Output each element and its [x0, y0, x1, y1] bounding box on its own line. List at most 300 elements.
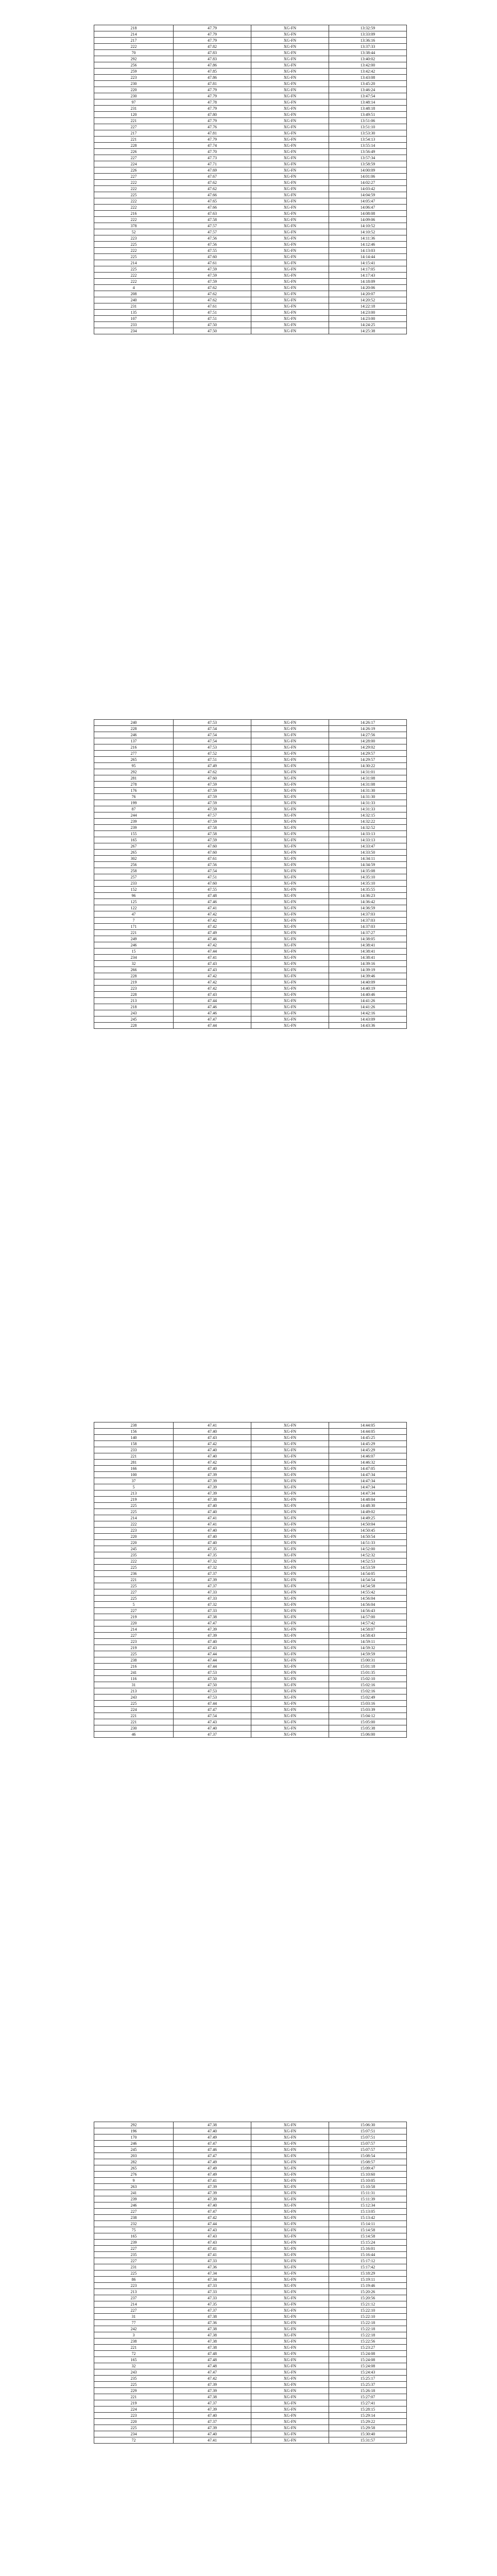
time-cell: 14:56:43 — [329, 1608, 407, 1614]
quantity-cell: 240 — [94, 720, 174, 726]
table-row — [94, 322, 407, 328]
time-cell: 14:12:46 — [329, 242, 407, 248]
price-cell: 47.42 — [174, 1460, 251, 1466]
price-cell: 47.79 — [174, 87, 251, 93]
quantity-cell: 208 — [94, 291, 174, 297]
time-cell: 14:28:00 — [329, 738, 407, 744]
quantity-cell: 97 — [94, 99, 174, 106]
quantity-cell: 227 — [94, 1608, 174, 1614]
time-cell: 14:59:11 — [329, 1639, 407, 1645]
time-cell: 14:59:32 — [329, 1645, 407, 1651]
price-cell: 47.40 — [174, 1509, 251, 1515]
time-cell: 14:35:10 — [329, 880, 407, 887]
quantity-cell: 227 — [94, 1633, 174, 1639]
time-cell: 14:17:05 — [329, 266, 407, 273]
price-cell: 47.55 — [174, 887, 251, 893]
quantity-cell: 246 — [94, 2141, 174, 2147]
time-cell: 14:27:56 — [329, 732, 407, 738]
quantity-cell: 266 — [94, 967, 174, 973]
venue-cell: XG-FN — [251, 1701, 329, 1707]
venue-cell: XG-FN — [251, 118, 329, 124]
quantity-cell: 227 — [94, 155, 174, 161]
price-cell: 47.57 — [174, 812, 251, 819]
quantity-cell: 31 — [94, 1682, 174, 1688]
table-row — [94, 2332, 407, 2338]
venue-cell: XG-FN — [251, 831, 329, 837]
venue-cell: XG-FN — [251, 1010, 329, 1016]
venue-cell: XG-FN — [251, 2382, 329, 2388]
table-row — [94, 2382, 407, 2388]
table-row — [94, 2437, 407, 2444]
price-cell: 47.44 — [174, 1023, 251, 1029]
venue-cell: XG-FN — [251, 1540, 329, 1546]
price-cell: 47.39 — [174, 2184, 251, 2190]
venue-cell: XG-FN — [251, 2437, 329, 2444]
price-cell: 47.79 — [174, 31, 251, 38]
venue-cell: XG-FN — [251, 2227, 329, 2233]
quantity-cell: 224 — [94, 2406, 174, 2413]
time-cell: 14:39:46 — [329, 973, 407, 979]
table-row — [94, 2270, 407, 2277]
venue-cell: XG-FN — [251, 942, 329, 948]
table-row — [94, 316, 407, 322]
venue-cell: XG-FN — [251, 2376, 329, 2382]
time-cell: 15:29:22 — [329, 2419, 407, 2425]
table-row — [94, 1626, 407, 1633]
price-cell: 47.35 — [174, 2301, 251, 2308]
price-cell: 47.35 — [174, 1546, 251, 1552]
quantity-cell: 228 — [94, 973, 174, 979]
time-cell: 13:54:13 — [329, 137, 407, 143]
table-row — [94, 2147, 407, 2153]
price-cell: 47.54 — [174, 738, 251, 744]
quantity-cell: 214 — [94, 1626, 174, 1633]
price-cell: 47.40 — [174, 1466, 251, 1472]
quantity-cell: 214 — [94, 31, 174, 38]
table-row — [94, 1453, 407, 1460]
price-cell: 47.37 — [174, 2308, 251, 2314]
table-row — [94, 769, 407, 775]
price-cell: 47.63 — [174, 211, 251, 217]
venue-cell: XG-FN — [251, 918, 329, 924]
price-cell: 47.62 — [174, 180, 251, 186]
table-row — [94, 211, 407, 217]
quantity-cell: 218 — [94, 25, 174, 31]
table-row — [94, 1577, 407, 1583]
time-cell: 15:30:40 — [329, 2431, 407, 2437]
quantity-cell: 140 — [94, 1435, 174, 1441]
time-cell: 14:31:33 — [329, 800, 407, 806]
price-cell: 47.53 — [174, 1670, 251, 1676]
price-cell: 47.42 — [174, 942, 251, 948]
venue-cell: XG-FN — [251, 806, 329, 812]
table-row — [94, 899, 407, 905]
time-cell: 14:56:04 — [329, 1602, 407, 1608]
quantity-cell: 378 — [94, 223, 174, 229]
price-cell: 47.80 — [174, 112, 251, 118]
price-cell: 47.42 — [174, 924, 251, 930]
venue-cell: XG-FN — [251, 198, 329, 205]
table-row — [94, 2134, 407, 2141]
venue-cell: XG-FN — [251, 1466, 329, 1472]
quantity-cell: 219 — [94, 2400, 174, 2406]
price-cell: 47.85 — [174, 69, 251, 75]
table-row — [94, 1713, 407, 1719]
table-row — [94, 1010, 407, 1016]
quantity-cell: 96 — [94, 893, 174, 899]
quantity-cell: 72 — [94, 2437, 174, 2444]
venue-cell: XG-FN — [251, 856, 329, 862]
venue-cell: XG-FN — [251, 2277, 329, 2283]
venue-cell: XG-FN — [251, 1546, 329, 1552]
venue-cell: XG-FN — [251, 1676, 329, 1682]
quantity-cell: 225 — [94, 1503, 174, 1509]
quantity-cell: 221 — [94, 118, 174, 124]
venue-cell: XG-FN — [251, 893, 329, 899]
venue-cell: XG-FN — [251, 1713, 329, 1719]
time-cell: 14:24:25 — [329, 322, 407, 328]
price-cell: 47.38 — [174, 2338, 251, 2345]
time-cell: 14:03:42 — [329, 186, 407, 192]
time-cell: 15:11:31 — [329, 2190, 407, 2196]
time-cell: 14:22:18 — [329, 303, 407, 310]
time-cell: 14:47:34 — [329, 1472, 407, 1478]
price-cell: 47.34 — [174, 2270, 251, 2277]
quantity-cell: 243 — [94, 2369, 174, 2376]
price-cell: 47.40 — [174, 1447, 251, 1453]
quantity-cell: 223 — [94, 75, 174, 81]
table-row — [94, 1441, 407, 1447]
quantity-cell: 239 — [94, 825, 174, 831]
venue-cell: XG-FN — [251, 137, 329, 143]
price-cell: 47.40 — [174, 1429, 251, 1435]
venue-cell: XG-FN — [251, 192, 329, 198]
time-cell: 14:58:07 — [329, 1626, 407, 1633]
time-cell: 15:10:60 — [329, 2172, 407, 2178]
venue-cell: XG-FN — [251, 285, 329, 291]
venue-cell: XG-FN — [251, 1565, 329, 1571]
table-row — [94, 1004, 407, 1010]
table-row — [94, 1016, 407, 1023]
quantity-cell: 224 — [94, 1707, 174, 1713]
trade-table — [94, 1422, 407, 1738]
venue-cell: XG-FN — [251, 800, 329, 806]
table-row — [94, 2326, 407, 2332]
venue-cell: XG-FN — [251, 732, 329, 738]
venue-cell: XG-FN — [251, 1707, 329, 1713]
time-cell: 14:37:27 — [329, 930, 407, 936]
time-cell: 14:40:46 — [329, 992, 407, 998]
quantity-cell: 31 — [94, 2314, 174, 2320]
quantity-cell: 226 — [94, 167, 174, 174]
price-cell: 47.59 — [174, 788, 251, 794]
venue-cell: XG-FN — [251, 850, 329, 856]
venue-cell: XG-FN — [251, 1633, 329, 1639]
time-cell: 15:02:16 — [329, 1688, 407, 1694]
time-cell: 15:10:58 — [329, 2184, 407, 2190]
venue-cell: XG-FN — [251, 1577, 329, 1583]
price-cell: 47.53 — [174, 1694, 251, 1701]
time-cell: 14:20:06 — [329, 285, 407, 291]
price-cell: 47.42 — [174, 2215, 251, 2221]
time-cell: 14:54:54 — [329, 1577, 407, 1583]
table-row — [94, 1688, 407, 1694]
price-cell: 47.38 — [174, 2332, 251, 2338]
time-cell: 14:50:54 — [329, 1534, 407, 1540]
table-row — [94, 819, 407, 825]
venue-cell: XG-FN — [251, 106, 329, 112]
time-cell: 13:48:14 — [329, 99, 407, 106]
price-cell: 47.37 — [174, 2419, 251, 2425]
price-cell: 47.48 — [174, 893, 251, 899]
quantity-cell: 75 — [94, 2227, 174, 2233]
table-row — [94, 1546, 407, 1552]
venue-cell: XG-FN — [251, 260, 329, 266]
quantity-cell: 276 — [94, 2172, 174, 2178]
table-row — [94, 180, 407, 186]
quantity-cell: 227 — [94, 174, 174, 180]
time-cell: 14:33:50 — [329, 850, 407, 856]
time-cell: 14:49:02 — [329, 1509, 407, 1515]
table-row — [94, 87, 407, 93]
venue-cell: XG-FN — [251, 310, 329, 316]
time-cell: 13:49:51 — [329, 112, 407, 118]
venue-cell: XG-FN — [251, 924, 329, 930]
quantity-cell: 233 — [94, 1447, 174, 1453]
quantity-cell: 236 — [94, 1571, 174, 1577]
time-cell: 13:46:24 — [329, 87, 407, 93]
time-cell: 15:25:17 — [329, 2376, 407, 2382]
quantity-cell: 199 — [94, 800, 174, 806]
venue-cell: XG-FN — [251, 1453, 329, 1460]
quantity-cell: 235 — [94, 2376, 174, 2382]
price-cell: 47.36 — [174, 2264, 251, 2270]
venue-cell: XG-FN — [251, 2425, 329, 2431]
time-cell: 15:06:30 — [329, 2122, 407, 2128]
table-row — [94, 751, 407, 757]
quantity-cell: 235 — [94, 1552, 174, 1558]
time-cell: 14:20:52 — [329, 297, 407, 303]
price-cell: 47.43 — [174, 967, 251, 973]
time-cell: 14:31:30 — [329, 788, 407, 794]
table-row — [94, 2159, 407, 2165]
table-row — [94, 44, 407, 50]
price-cell: 47.40 — [174, 2128, 251, 2134]
table-row — [94, 806, 407, 812]
table-row — [94, 880, 407, 887]
quantity-cell: 228 — [94, 992, 174, 998]
quantity-cell: 245 — [94, 1016, 174, 1023]
price-cell: 47.37 — [174, 2400, 251, 2406]
price-cell: 47.79 — [174, 25, 251, 31]
time-cell: 14:35:10 — [329, 874, 407, 880]
table-row — [94, 2215, 407, 2221]
price-cell: 47.57 — [174, 223, 251, 229]
quantity-cell: 238 — [94, 1422, 174, 1429]
quantity-cell: 228 — [94, 143, 174, 149]
time-cell: 15:02:16 — [329, 1682, 407, 1688]
table-row — [94, 2202, 407, 2209]
quantity-cell: 221 — [94, 2345, 174, 2351]
table-row — [94, 1484, 407, 1490]
price-cell: 47.70 — [174, 149, 251, 155]
time-cell: 13:42:00 — [329, 62, 407, 69]
quantity-cell: 230 — [94, 81, 174, 87]
quantity-cell: 95 — [94, 763, 174, 769]
table-row — [94, 1608, 407, 1614]
venue-cell: XG-FN — [251, 788, 329, 794]
quantity-cell: 234 — [94, 955, 174, 961]
price-cell: 47.43 — [174, 961, 251, 967]
price-cell: 47.71 — [174, 161, 251, 167]
price-cell: 47.61 — [174, 303, 251, 310]
table-row — [94, 25, 407, 31]
time-cell: 14:51:33 — [329, 1540, 407, 1546]
table-row — [94, 800, 407, 806]
quantity-cell: 220 — [94, 1534, 174, 1540]
table-row — [94, 1429, 407, 1435]
quantity-cell: 3 — [94, 2332, 174, 2338]
quantity-cell: 213 — [94, 2289, 174, 2295]
quantity-cell: 165 — [94, 837, 174, 843]
quantity-cell: 281 — [94, 1460, 174, 1466]
quantity-cell: 219 — [94, 1497, 174, 1503]
venue-cell: XG-FN — [251, 751, 329, 757]
table-row — [94, 1422, 407, 1429]
price-cell: 47.60 — [174, 843, 251, 850]
time-cell: 14:31:33 — [329, 806, 407, 812]
time-cell: 15:08:57 — [329, 2159, 407, 2165]
price-cell: 47.32 — [174, 1565, 251, 1571]
time-cell: 14:29:57 — [329, 751, 407, 757]
table-row — [94, 2264, 407, 2270]
venue-cell: XG-FN — [251, 2295, 329, 2301]
price-cell: 47.53 — [174, 744, 251, 751]
time-cell: 15:13:05 — [329, 2209, 407, 2215]
table-row — [94, 2388, 407, 2394]
venue-cell: XG-FN — [251, 1484, 329, 1490]
venue-cell: XG-FN — [251, 2240, 329, 2246]
price-cell: 47.49 — [174, 930, 251, 936]
price-cell: 47.33 — [174, 1596, 251, 1602]
table-row — [94, 310, 407, 316]
table-row — [94, 1497, 407, 1503]
table-row — [94, 2419, 407, 2425]
time-cell: 15:22:56 — [329, 2338, 407, 2345]
time-cell: 15:29:14 — [329, 2413, 407, 2419]
price-cell: 47.39 — [174, 1490, 251, 1497]
quantity-cell: 222 — [94, 44, 174, 50]
time-cell: 14:54:58 — [329, 1583, 407, 1589]
quantity-cell: 278 — [94, 782, 174, 788]
price-cell: 47.59 — [174, 837, 251, 843]
time-cell: 15:06:00 — [329, 1732, 407, 1738]
time-cell: 14:08:08 — [329, 211, 407, 217]
quantity-cell: 231 — [94, 106, 174, 112]
time-cell: 13:38:44 — [329, 50, 407, 56]
venue-cell: XG-FN — [251, 211, 329, 217]
quantity-cell: 217 — [94, 38, 174, 44]
price-cell: 47.41 — [174, 905, 251, 911]
quantity-cell: 170 — [94, 2134, 174, 2141]
price-cell: 47.53 — [174, 720, 251, 726]
quantity-cell: 234 — [94, 2431, 174, 2437]
quantity-cell: 227 — [94, 2209, 174, 2215]
venue-cell: XG-FN — [251, 2134, 329, 2141]
price-cell: 47.79 — [174, 38, 251, 44]
venue-cell: XG-FN — [251, 1558, 329, 1565]
table-row — [94, 1490, 407, 1497]
venue-cell: XG-FN — [251, 1645, 329, 1651]
quantity-cell: 244 — [94, 812, 174, 819]
table-row — [94, 81, 407, 87]
quantity-cell: 135 — [94, 310, 174, 316]
price-cell: 47.81 — [174, 130, 251, 137]
table-row — [94, 192, 407, 198]
time-cell: 15:07:57 — [329, 2141, 407, 2147]
time-cell: 14:52:53 — [329, 1558, 407, 1565]
table-row — [94, 992, 407, 998]
venue-cell: XG-FN — [251, 303, 329, 310]
table-row — [94, 775, 407, 782]
venue-cell: XG-FN — [251, 50, 329, 56]
venue-cell: XG-FN — [251, 961, 329, 967]
venue-cell: XG-FN — [251, 2178, 329, 2184]
time-cell: 15:05:00 — [329, 1719, 407, 1725]
venue-cell: XG-FN — [251, 720, 329, 726]
venue-cell: XG-FN — [251, 862, 329, 868]
table-row — [94, 99, 407, 106]
time-cell: 15:03:39 — [329, 1707, 407, 1713]
table-row — [94, 229, 407, 235]
table-row — [94, 2314, 407, 2320]
time-cell: 14:41:26 — [329, 1004, 407, 1010]
table-row — [94, 266, 407, 273]
venue-cell: XG-FN — [251, 1435, 329, 1441]
venue-cell: XG-FN — [251, 2153, 329, 2159]
table-row — [94, 161, 407, 167]
price-cell: 47.43 — [174, 1719, 251, 1725]
price-cell: 47.86 — [174, 75, 251, 81]
venue-cell: XG-FN — [251, 1626, 329, 1633]
table-row — [94, 955, 407, 961]
price-cell: 47.60 — [174, 880, 251, 887]
price-cell: 47.58 — [174, 217, 251, 223]
price-cell: 47.60 — [174, 850, 251, 856]
quantity-cell: 243 — [94, 1010, 174, 1016]
table-row — [94, 130, 407, 137]
table-row — [94, 918, 407, 924]
venue-cell: XG-FN — [251, 1688, 329, 1694]
table-row — [94, 2283, 407, 2289]
quantity-cell: 227 — [94, 1589, 174, 1596]
venue-cell: XG-FN — [251, 2147, 329, 2153]
table-row — [94, 328, 407, 334]
venue-cell: XG-FN — [251, 248, 329, 254]
table-row — [94, 1707, 407, 1713]
table-row — [94, 2240, 407, 2246]
time-cell: 15:00:31 — [329, 1657, 407, 1664]
price-cell: 47.83 — [174, 50, 251, 56]
price-cell: 47.39 — [174, 2196, 251, 2202]
price-cell: 47.56 — [174, 862, 251, 868]
venue-cell: XG-FN — [251, 1725, 329, 1732]
time-cell: 14:36:23 — [329, 893, 407, 899]
price-cell: 47.47 — [174, 2369, 251, 2376]
time-cell: 14:57:42 — [329, 1620, 407, 1626]
price-cell: 47.43 — [174, 1435, 251, 1441]
price-cell: 47.44 — [174, 2221, 251, 2227]
